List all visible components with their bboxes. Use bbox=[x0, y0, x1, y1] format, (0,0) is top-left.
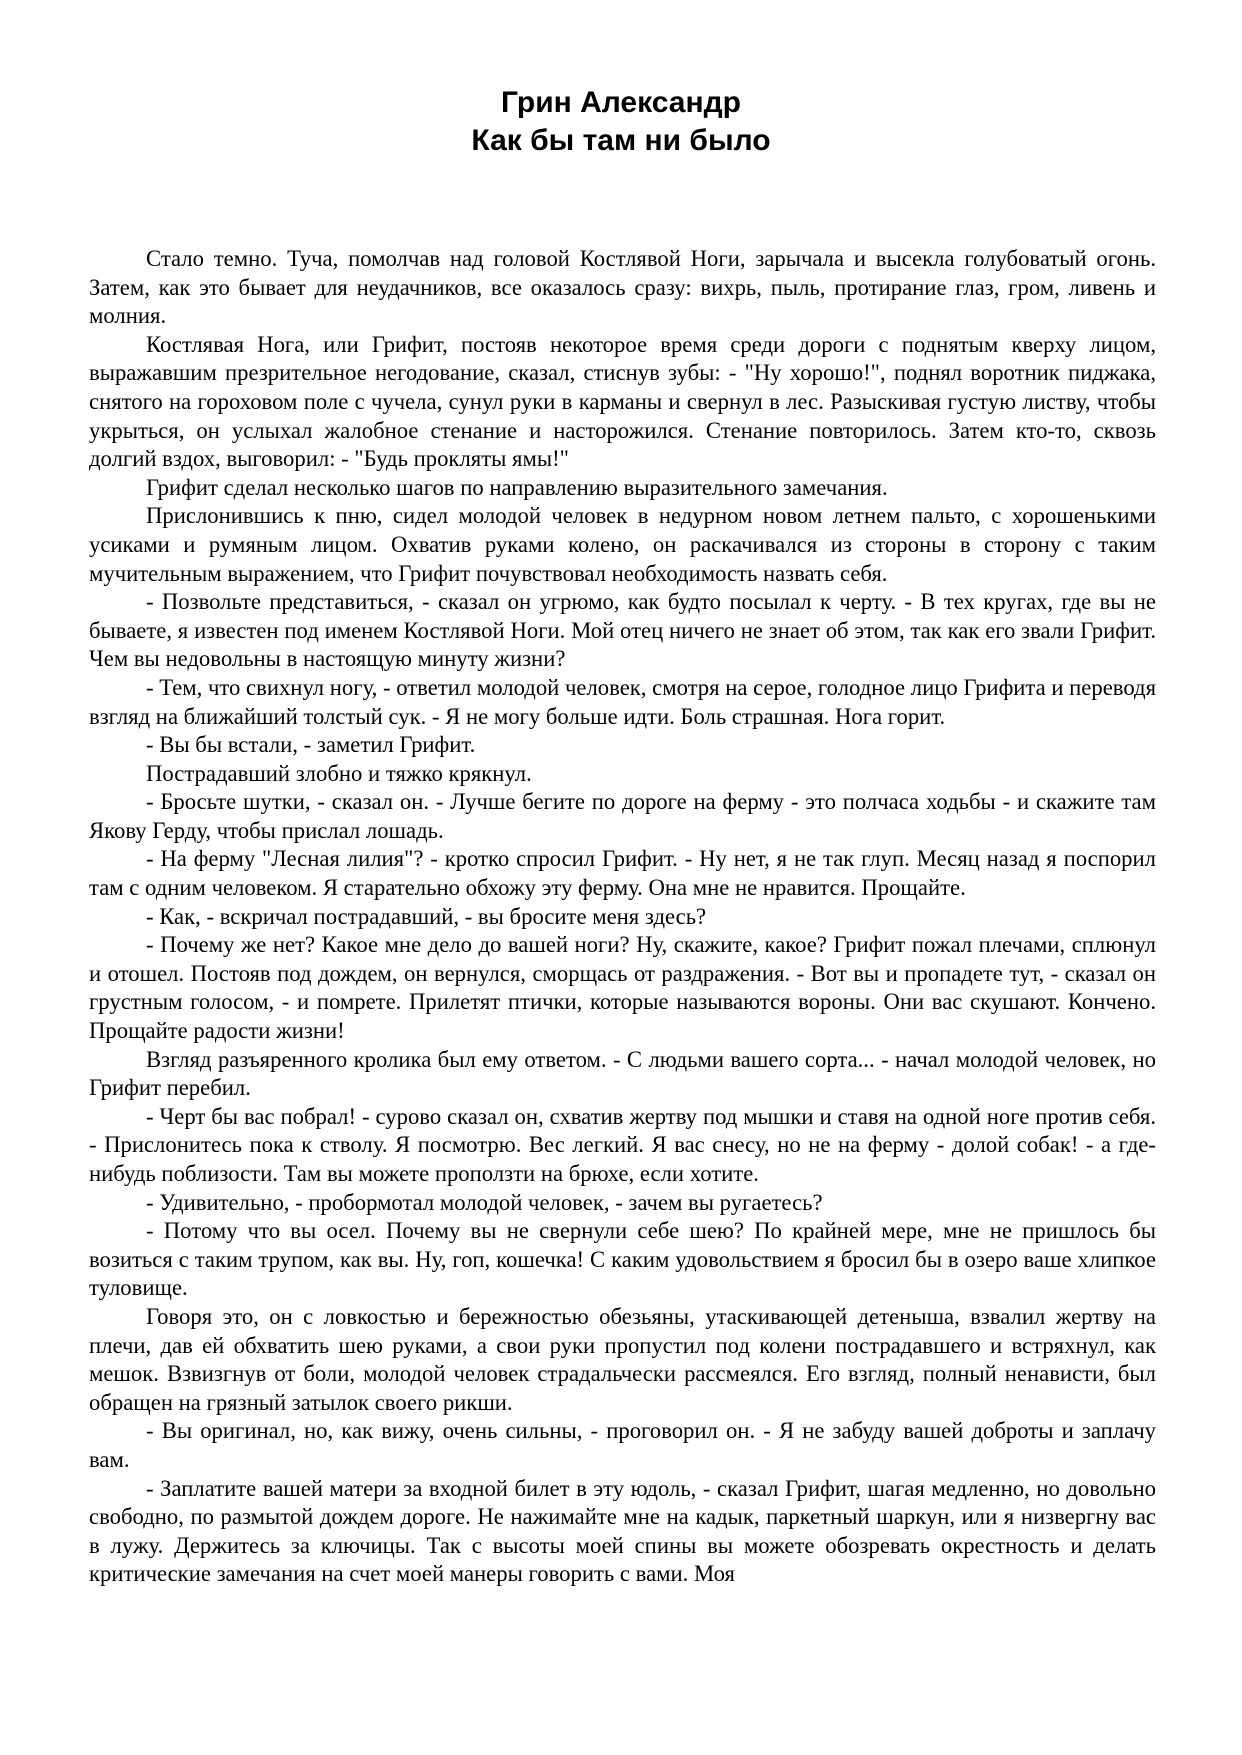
paragraph: Костлявая Нога, или Грифит, постояв некоторое время среди дороги с поднятым кверху лицом, выражавшим презрительное негодование, сказал, стиснув зубы: - "Ну хорошо!", поднял воротник пиджака, снятого на гороховом поле с чучела, сунул руки в карманы и свернул в лес. Разыскивая густую листву, чтобы укрыться, он услыхал жалобное стенание и насторожился. Стенание повторилось. Затем кто-то, сквозь долгий вздох, выговорил: - "Будь прокляты ямы!" bbox=[89, 331, 1156, 472]
paragraph: Прислонившись к пню, сидел молодой человек в недурном новом летнем пальто, с хорошенькими усиками и румяным лицом. Охватив руками колено, он раскачивался из стороны в сторону с таким мучительным выражением, что Грифит почувствовал необходимость назвать себя. bbox=[89, 503, 1156, 586]
story-title: Как бы там ни было bbox=[471, 124, 771, 157]
paragraph: - Тем, что свихнул ногу, - ответил молодой человек, смотря на серое, голодное лицо Грифита и переводя взгляд на ближайший толстый сук. - Я не могу больше идти. Боль страшная. Нога горит. bbox=[89, 674, 1157, 729]
paragraph: Взгляд разъяренного кролика был ему ответом. - С людьми вашего сорта... - начал молодой человек, но Грифит перебил. bbox=[89, 1046, 1156, 1101]
paragraph: - Почему же нет? Какое мне дело до вашей ноги? Ну, скажите, какое? Грифит пожал плечами, сплюнул и отошел. Постояв под дождем, он вернулся, сморщась от раздражения. - Вот вы и пропадете тут, - сказал он грустным голосом, - и помрете. Прилетят птички, которые называются вороны. Они вас скушают. Кончено. Прощайте радости жизни! bbox=[89, 932, 1156, 1044]
story-text bbox=[89, 245, 1156, 1589]
paragraph: - Бросьте шутки, - сказал он. - Лучше бегите по дороге на ферму - это полчаса ходьбы - и скажите там Якову Герду, чтобы прислал лошадь. bbox=[89, 789, 1156, 843]
paragraph: Грифит сделал несколько шагов по направлению выразительного замечания. bbox=[146, 474, 888, 500]
author-name: Грин Александр bbox=[501, 86, 741, 119]
paragraph: - Черт бы вас побрал! - сурово сказал он, схватив жертву под мышки и ставя на одной ноге против себя. - Прислонитесь пока к стволу. Я посмотрю. Вес легкий. Я вас снесу, но не на ферму - долой собак! - а где-нибудь поблизости. Там вы можете проползти на брюхе, если хотите. bbox=[89, 1103, 1156, 1186]
paragraph: - Вы бы встали, - заметил Грифит. bbox=[146, 732, 476, 758]
paragraph: - На ферму "Лесная лилия"? - кротко спросил Грифит. - Ну нет, я не так глуп. Месяц назад я поспорил там с одним человеком. Я старательно обхожу эту ферму. Она мне не нравится. Прощайте. bbox=[89, 846, 1156, 901]
paragraph: - Вы оригинал, но, как вижу, очень сильны, - проговорил он. - Я не забуду вашей доброты и заплачу вам. bbox=[89, 1418, 1156, 1472]
paragraph: - Удивительно, - пробормотал молодой человек, - зачем вы ругаетесь? bbox=[146, 1189, 823, 1215]
paragraph: Говоря это, он с ловкостью и бережностью обезьяны, утаскивающей детеныша, взвалил жертву на плечи, дав ей обхватить шею руками, а свои руки пропустил под колени пострадавшего и встряхнул, как мешок. Взвизгнув от боли, молодой человек страдальчески рассмеялся. Его взгляд, полный ненависти, был обращен на грязный затылок своего рикши. bbox=[89, 1303, 1156, 1415]
paragraph: - Позвольте представиться, - сказал он угрюмо, как будто посылал к черту. - В тех кругах, где вы не бываете, я известен под именем Костлявой Ноги. Мой отец ничего не знает об этом, так как его звали Грифит. Чем вы недовольны в настоящую минуту жизни? bbox=[89, 589, 1156, 672]
paragraph: Стало темно. Туча, помолчав над головой Костлявой Ноги, зарычала и высекла голубоватый огонь. Затем, как это бывает для неудачников, все оказалось сразу: вихрь, пыль, протирание глаз, гром, ливень и молния. bbox=[89, 246, 1156, 329]
paragraph: - Потому что вы осел. Почему вы не свернули себе шею? По крайней мере, мне не пришлось бы возиться с таким трупом, как вы. Ну, гоп, кошечка! С каким удовольствием я бросил бы в озеро ваше хлипкое туловище. bbox=[89, 1218, 1156, 1301]
paragraph: - Заплатите вашей матери за входной билет в эту юдоль, - сказал Грифит, шагая медленно, но довольно свободно, по размытой дождем дороге. Не нажимайте мне на кадык, паркетный шаркун, или я низвергну вас в лужу. Держитесь за ключицы. Так с высоты моей спины вы можете обозревать окрестность и делать критические замечания на счет моей манеры говорить с вами. Моя bbox=[89, 1475, 1156, 1587]
paragraph: - Как, - вскричал пострадавший, - вы бросите меня здесь? bbox=[146, 903, 707, 929]
paragraph: Пострадавший злобно и тяжко крякнул. bbox=[146, 760, 532, 786]
document-title bbox=[0, 84, 1242, 160]
